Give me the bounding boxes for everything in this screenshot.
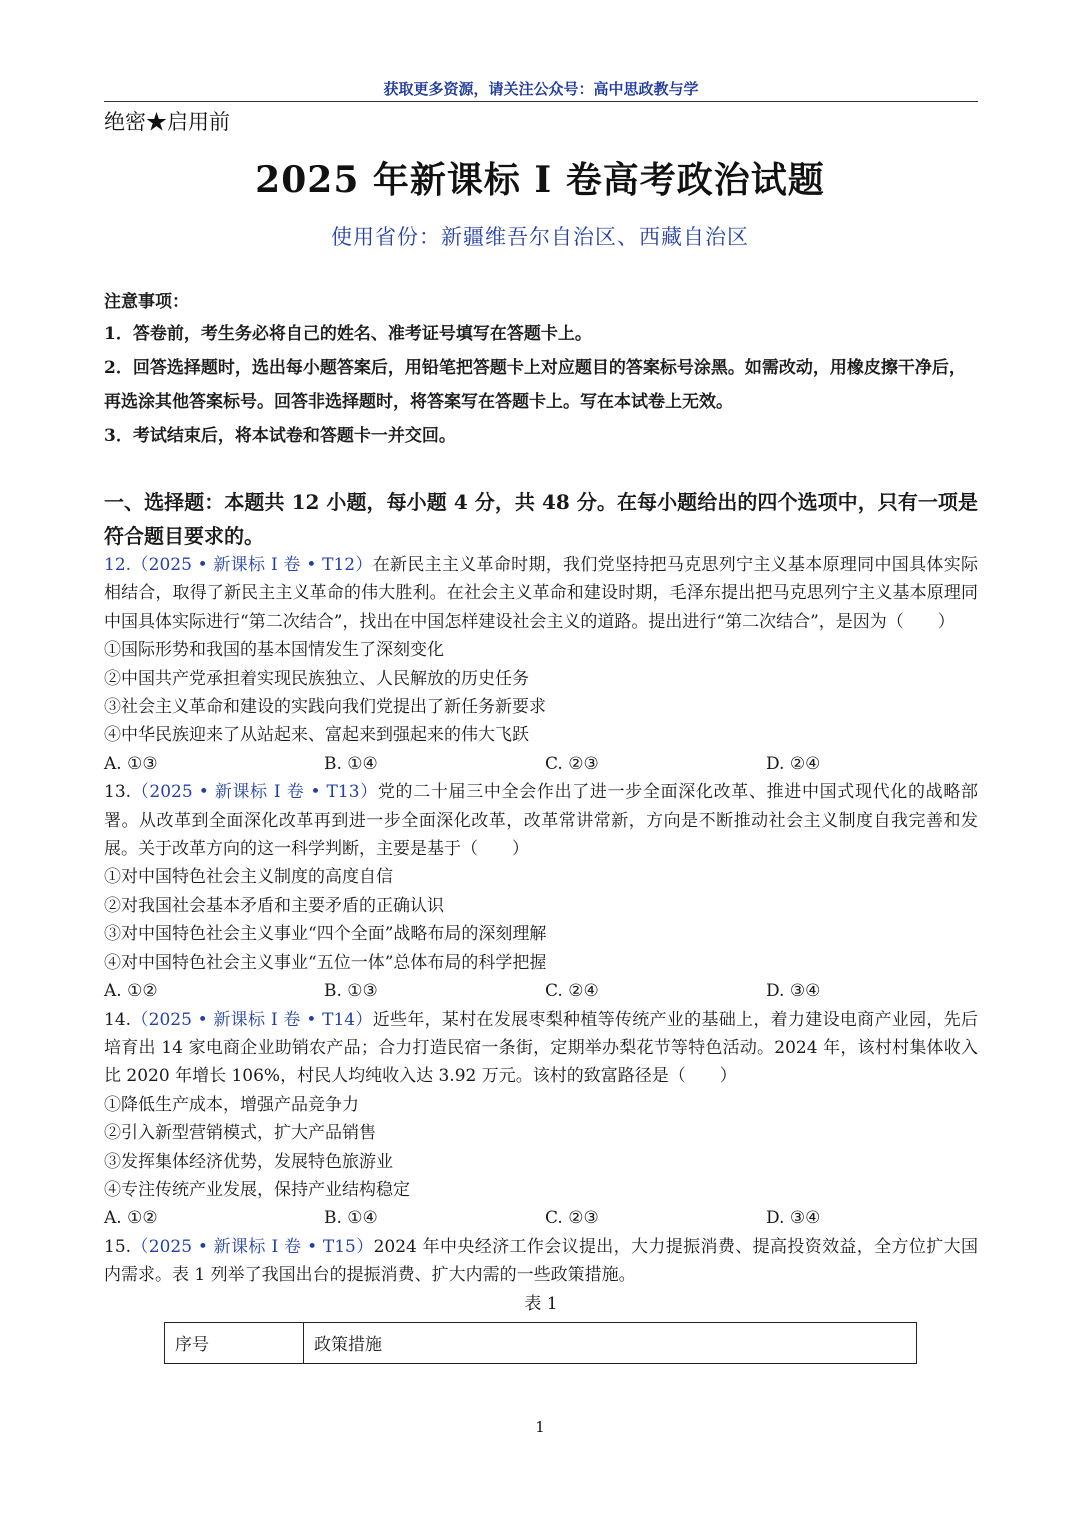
statement-option: ①国际形势和我国的基本国情发生了深刻变化	[104, 640, 444, 661]
statement-option: ③发挥集体经济优势，发展特色旅游业	[104, 1151, 393, 1172]
choice-a: A. ①②	[104, 1208, 158, 1229]
question-text: 在新民主主义革命时期，我们党坚持把马克思列宁主义基本原理同中国具体实际相结合，取得了新民主主义革命的伟大胜利。在社会主义革命和建设时期，毛泽东提出把马克思列宁主义基本原理同中国具体实际进行“第二次结合”，找出在中国怎样建设社会主义的道路。提出进行“第二次结合”，是因为（ ）	[104, 555, 978, 632]
section-heading: 一、选择题：本题共 12 小题，每小题 4 分，共 48 分。在每小题给出的四个选项中，只有一项是符合题目要求的。	[104, 490, 978, 548]
question-15	[104, 1233, 978, 1364]
question-stem	[104, 1006, 978, 1091]
statement-option: ④中华民族迎来了从站起来、富起来到强起来的伟大飞跃	[104, 725, 529, 746]
choice-b: B. ①③	[324, 981, 378, 1002]
choice-c: C. ②③	[545, 753, 599, 774]
choice-c: C. ②③	[545, 1208, 599, 1229]
question-source: （2025 • 新课标 I 卷 • T15）	[131, 1236, 374, 1257]
question-source: （2025 • 新课标 I 卷 • T13）	[131, 782, 378, 803]
choice-d: D. ③④	[766, 981, 821, 1002]
statement-option: ②对我国社会基本矛盾和主要矛盾的正确认识	[104, 895, 444, 916]
question-source: （2025 • 新课标 I 卷 • T14）	[131, 1009, 373, 1030]
secret-label: 绝密★启用前	[104, 110, 230, 134]
promo-header: 获取更多资源，请关注公众号：高中思政教与学	[383, 80, 699, 98]
question-text: 2024 年中央经济工作会议提出，大力提振消费、提高投资效益，全方位扩大国内需求。表 1 列举了我国出台的提振消费、扩大内需的一些政策措施。	[104, 1236, 978, 1286]
question-text: 近些年，某村在发展枣梨种植等传统产业的基础上，着力建设电商产业园，先后培育出 14 家电商企业助销农产品；合力打造民宿一条街，定期举办梨花节等特色活动。2024 年，该村村集体收入比 2020 年增长 106%，村民人均纯收入达 3.92 万元。该村的致富路径是（ ）	[104, 1009, 978, 1087]
table-header-cell: 政策措施	[304, 1322, 917, 1363]
statement-option: ③社会主义革命和建设的实践向我们党提出了新任务新要求	[104, 697, 546, 718]
question-number: 15.	[104, 1236, 132, 1257]
choice-c: C. ②④	[545, 981, 599, 1002]
question-number: 13.	[104, 782, 132, 803]
statement-option: ②中国共产党承担着实现民族独立、人民解放的历史任务	[104, 668, 529, 689]
question-13	[104, 778, 978, 1005]
choice-d: D. ②④	[766, 753, 821, 774]
question-number: 12.	[104, 555, 132, 575]
notes-item: 3．考试结束后，将本试卷和答题卡一并交回。	[104, 426, 456, 446]
statement-option: ③对中国特色社会主义事业“四个全面”战略布局的深刻理解	[104, 924, 547, 945]
page-title: 2025 年新课标 I 卷高考政治试题	[255, 159, 825, 201]
question-stem	[104, 1233, 978, 1290]
statement-option: ④专注传统产业发展，保持产业结构稳定	[104, 1179, 410, 1200]
policy-table	[164, 1322, 917, 1364]
answer-choices	[104, 977, 978, 1005]
question-list	[104, 551, 978, 1364]
question-12	[104, 551, 978, 778]
question-source: （2025 • 新课标 I 卷 • T12）	[131, 555, 373, 575]
choice-b: B. ①④	[324, 1208, 378, 1229]
choice-a: A. ①②	[104, 981, 158, 1002]
choice-a: A. ①③	[104, 753, 158, 774]
question-text: 党的二十届三中全会作出了进一步全面深化改革、推进中国式现代化的战略部署。从改革到全面深化改革再到进一步全面深化改革，改革常讲常新，方向是不断推动社会主义制度自我完善和发展。关于改革方向的这一科学判断，主要是基于（ ）	[104, 782, 979, 860]
choice-d: D. ③④	[766, 1208, 821, 1229]
header-divider	[104, 101, 978, 102]
question-stem	[104, 778, 978, 863]
table-caption: 表 1	[524, 1293, 558, 1314]
answer-choices	[104, 750, 978, 778]
statement-option: ④对中国特色社会主义事业“五位一体”总体布局的科学把握	[104, 952, 547, 973]
statement-option: ②引入新型营销模式，扩大产品销售	[104, 1123, 376, 1144]
question-14	[104, 1006, 978, 1233]
answer-choices	[104, 1204, 978, 1232]
question-stem	[104, 551, 978, 636]
choice-b: B. ①④	[324, 753, 378, 774]
notes-item: 2．回答选择题时，选出每小题答案后，用铅笔把答题卡上对应题目的答案标号涂黑。如需改动，用橡皮擦干净后，再选涂其他答案标号。回答非选择题时，将答案写在答题卡上。写在本试卷上无效。	[104, 358, 966, 412]
table-header-row	[165, 1322, 917, 1363]
statement-option: ①降低生产成本，增强产品竞争力	[104, 1094, 359, 1115]
page-subtitle: 使用省份：新疆维吾尔自治区、西藏自治区	[331, 225, 749, 249]
notes-title: 注意事项：	[104, 292, 189, 312]
notes-block	[104, 287, 978, 453]
question-number: 14.	[104, 1009, 132, 1030]
table-header-cell: 序号	[165, 1322, 304, 1363]
page-number: 1	[535, 1418, 545, 1436]
notes-item: 1．答卷前，考生务必将自己的姓名、准考证号填写在答题卡上。	[104, 324, 592, 344]
statement-option: ①对中国特色社会主义制度的高度自信	[104, 867, 393, 888]
